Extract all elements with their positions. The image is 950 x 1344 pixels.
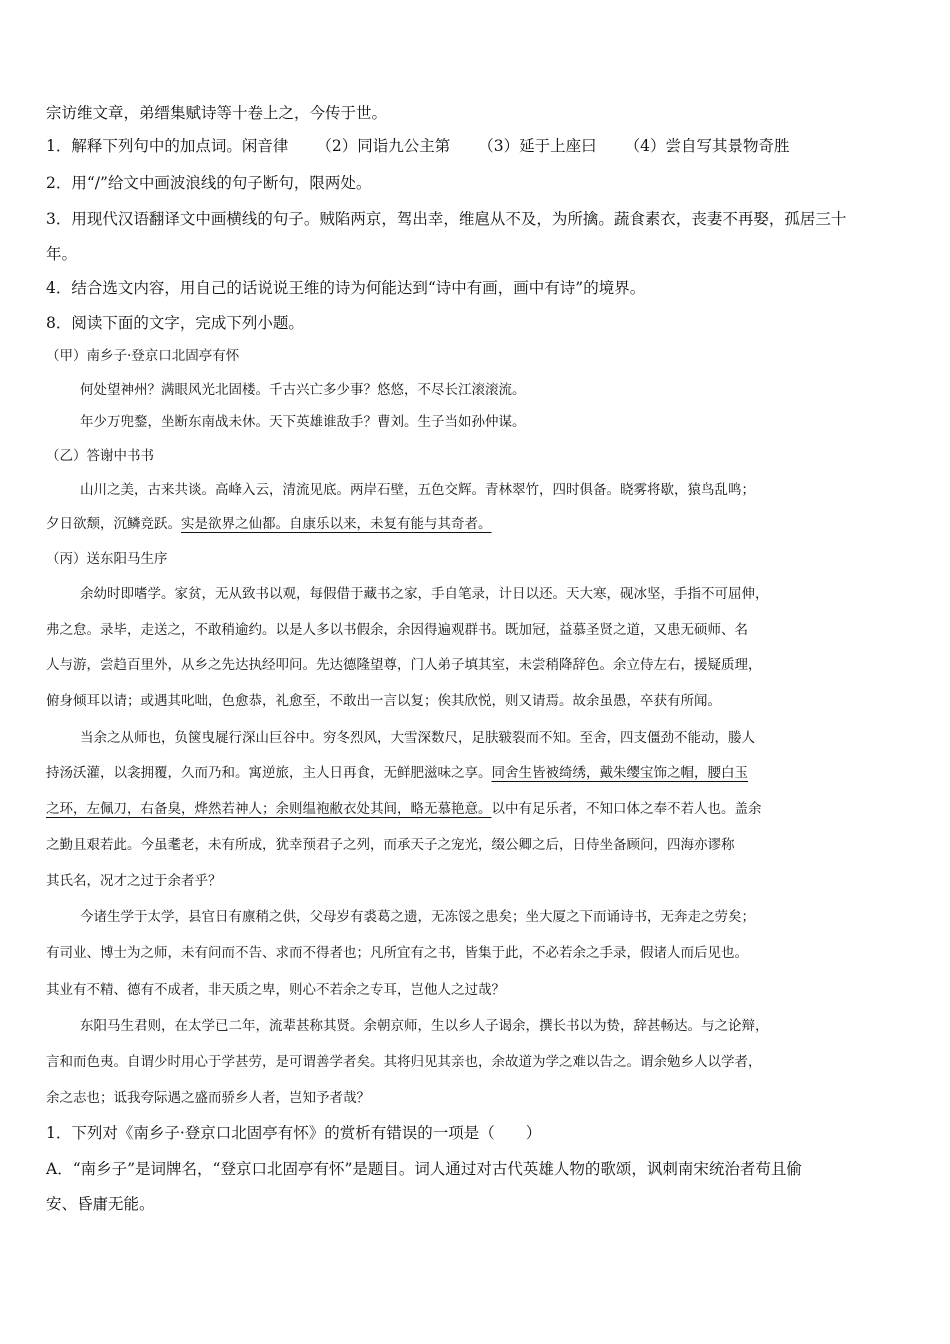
passage-line: 当余之从师也，负箧曳屣行深山巨谷中。穷冬烈风，大雪深数尺，足肤皲裂而不知。至舍，四支僵劲不能动，媵人 — [80, 730, 755, 746]
underlined-sentence: 实是欲界之仙都。自康乐以来，未复有能与其奇者。 — [181, 516, 492, 532]
passage-line: 之勤且艰若此。今虽耄老，未有所成，犹幸预君子之列，而承天子之宠光，缀公卿之后，日侍坐备顾问，四海亦谬称 — [46, 837, 735, 853]
passage-line: 今诸生学于太学，县官日有廪稍之供，父母岁有裘葛之遗，无冻馁之患矣；坐大厦之下而诵诗书，无奔走之劳矣； — [80, 909, 755, 925]
passage-line: 余之志也；诋我夸际遇之盛而骄乡人者，岂知予者哉？ — [46, 1090, 370, 1106]
passage-line: 有司业、博士为之师，未有问而不告、求而不得者也；凡所宜有之书，皆集于此，不必若余之手录，假诸人而后见也。 — [46, 945, 748, 961]
question-1-item-4: （4）尝自写其景物奇胜 — [624, 137, 790, 155]
sub-question-1: 1．下列对《南乡子·登京口北固亭有怀》的赏析有错误的一项是（ ） — [46, 1124, 542, 1142]
underlined-sentence: 之环，左佩刀，右备臭，烨然若神人；余则缊袍敝衣处其间，略无慕艳意。 — [46, 801, 492, 817]
option-a: A．“南乡子”是词牌名，“登京口北固亭有怀”是题目。词人通过对古代英雄人物的歌颂，讽刺南宋统治者苟且偷 — [46, 1160, 802, 1178]
passage-text: 以中有足乐者，不知口体之奉不若人也。盖余 — [491, 801, 762, 817]
passage-line: 其业有不精、德有不成者，非天质之卑，则心不若余之专耳，岂他人之过哉？ — [46, 982, 505, 998]
text-line: 宗访维文章，弟缙集赋诗等十卷上之，今传于世。 — [46, 104, 388, 122]
section-heading-bing: （丙）送东阳马生序 — [46, 551, 168, 567]
option-a-cont: 安、昏庸无能。 — [46, 1195, 155, 1213]
underlined-sentence: 同舍生皆被绮绣，戴朱缨宝饰之帽，腰白玉 — [491, 765, 748, 781]
passage-line: 言和而色夷。自谓少时用心于学甚劳，是可谓善学者矣。其将归见其亲也，余故道为学之难以告之。谓余勉乡人以学者， — [46, 1054, 762, 1070]
passage-line: 其氏名，况才之过于余者乎？ — [46, 873, 222, 889]
poem-line: 何处望神州？满眼风光北固楼。千古兴亡多少事？悠悠，不尽长江滚滚流。 — [80, 382, 526, 398]
section-heading-yi: （乙）答谢中书书 — [46, 448, 154, 464]
passage-line: 山川之美，古来共谈。高峰入云，清流见底。两岸石壁，五色交辉。青林翠竹，四时俱备。晓雾将歇，猿鸟乱鸣； — [80, 482, 755, 498]
question-1-item-2: （2）同诣九公主第 — [316, 137, 451, 155]
passage-line: 人与游，尝趋百里外，从乡之先达执经叩问。先达德隆望尊，门人弟子填其室，未尝稍降辞色。余立侍左右，援疑质理， — [46, 657, 762, 673]
question-3-cont: 年。 — [46, 245, 78, 263]
section-heading-jia: （甲）南乡子·登京口北固亭有怀 — [46, 348, 240, 364]
passage-line — [46, 763, 914, 783]
passage-text: 持汤沃灌，以衾拥覆，久而乃和。寓逆旅，主人日再食，无鲜肥滋味之享。 — [46, 765, 492, 781]
passage-line — [46, 514, 914, 534]
passage-line — [46, 799, 914, 819]
poem-line: 年少万兜鍪，坐断东南战未休。天下英雄谁敌手？曹刘。生子当如孙仲谋。 — [80, 414, 526, 430]
passage-line: 俯身倾耳以请；或遇其叱咄，色愈恭，礼愈至，不敢出一言以复；俟其欣悦，则又请焉。故余虽愚，卒获有所闻。 — [46, 693, 721, 709]
passage-line: 东阳马生君则，在太学已二年，流辈甚称其贤。余朝京师，生以乡人子谒余，撰长书以为贽，辞甚畅达。与之论辩， — [80, 1018, 769, 1034]
question-1-item-3: （3）延于上座曰 — [478, 137, 597, 155]
question-8: 8．阅读下面的文字，完成下列小题。 — [46, 314, 304, 332]
passage-line: 余幼时即嗜学。家贫，无从致书以观，每假借于藏书之家，手自笔录，计日以还。天大寒，砚冰坚，手指不可屈伸， — [80, 586, 769, 602]
question-3: 3．用现代汉语翻译文中画横线的句子。贼陷两京，驾出幸，维扈从不及，为所擒。蔬食素衣，丧妻不再娶，孤居三十 — [46, 210, 847, 228]
passage-line: 弗之怠。录毕，走送之，不敢稍逾约。以是人多以书假余，余因得遍观群书。既加冠，益慕圣贤之道，又患无硕师、名 — [46, 622, 748, 638]
question-1-line — [46, 136, 914, 156]
question-1: 1．解释下列句中的加点词。闲音律 — [46, 137, 289, 155]
question-4: 4．结合选文内容，用自己的话说说王维的诗为何能达到“诗中有画，画中有诗”的境界。 — [46, 279, 646, 297]
passage-text: 夕日欲颓，沉鳞竞跃。 — [46, 516, 181, 532]
question-2: 2．用“/”给文中画波浪线的句子断句，限两处。 — [46, 174, 372, 192]
